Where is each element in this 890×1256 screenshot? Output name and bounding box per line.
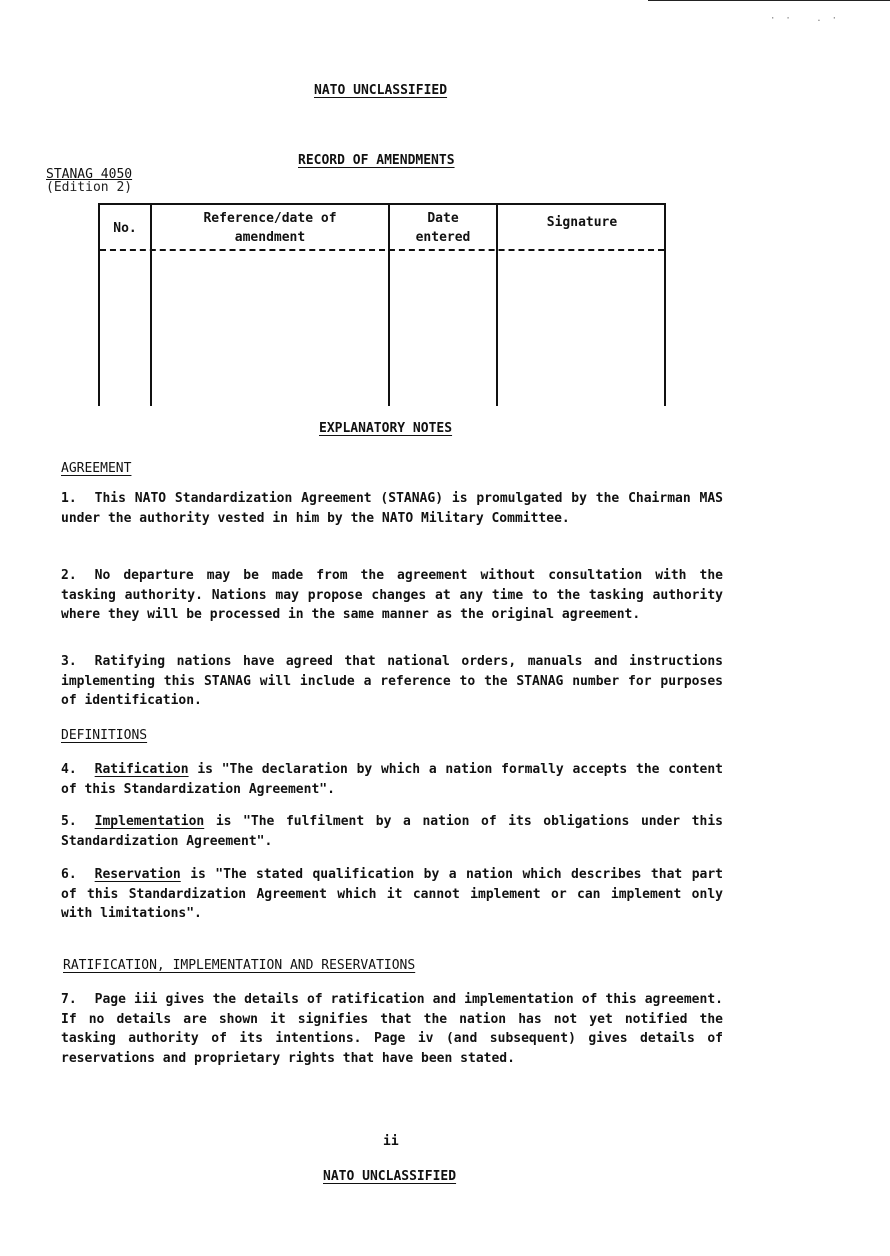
paragraph-text: is "The fulfilment by a nation of its obligations under this Standardization Agreement".: [61, 814, 723, 849]
classification-top: NATO UNCLASSIFIED: [314, 83, 448, 98]
paragraph-6: [61, 865, 723, 924]
document-reference: [46, 168, 132, 194]
column-header-signature: Signature: [546, 215, 618, 230]
paragraph-number: 4.: [61, 762, 77, 777]
paragraph-number: 2.: [61, 568, 77, 583]
explanatory-notes-title: EXPLANATORY NOTES: [319, 421, 453, 436]
paragraph-number: 1.: [61, 491, 77, 506]
paragraph-text: Page iii gives the details of ratification and implementation of this agreement. If no details are shown it signifies that the nation has not yet notified the tasking authority of its intentions. Page iv (and subsequent) gives details of reservations and proprietary rights that have been stated.: [61, 992, 723, 1066]
scan-page-edge: [648, 0, 890, 1]
section-heading-agreement: AGREEMENT: [61, 461, 132, 476]
paragraph-number: 3.: [61, 654, 77, 669]
column-divider: [496, 205, 498, 406]
paragraph-4: [61, 760, 723, 799]
stanag-number: STANAG 4050: [46, 167, 133, 182]
page-number: ii: [383, 1134, 399, 1149]
paragraph-text: is "The declaration by which a nation formally accepts the content of this Standardization Agreement".: [61, 762, 723, 797]
column-divider: [150, 205, 152, 406]
section-heading-ratification: RATIFICATION, IMPLEMENTATION AND RESERVATIONS: [63, 958, 416, 973]
defined-term-implementation: Implementation: [94, 814, 205, 829]
paragraph-text: Ratifying nations have agreed that national orders, manuals and instructions implementing this STANAG will include a reference to the STANAG number for purposes of identification.: [61, 654, 723, 708]
amendments-table: [98, 203, 666, 406]
paragraph-text: No departure may be made from the agreement without consultation with the tasking authority. Nations may propose changes at any time to the tasking authority where they will be processed in the same manner as the original agreement.: [61, 568, 723, 622]
paragraph-1: [61, 489, 723, 528]
paragraph-number: 5.: [61, 814, 77, 829]
paragraph-text: is "The stated qualification by a nation which describes that part of this Standardization Agreement which it cannot implement or can implement only with limitations".: [61, 867, 723, 921]
section-heading-definitions: DEFINITIONS: [61, 728, 148, 743]
paragraph-text: This NATO Standardization Agreement (STANAG) is promulgated by the Chairman MAS under the authority vested in him by the NATO Military Committee.: [61, 491, 723, 526]
column-header-date-entered: Date entered: [415, 211, 471, 245]
header-separator: [100, 249, 664, 251]
paragraph-2: [61, 566, 723, 625]
paragraph-number: 6.: [61, 867, 77, 882]
column-header-no: No.: [113, 221, 137, 236]
paragraph-3: [61, 652, 723, 711]
paragraph-5: [61, 812, 723, 851]
record-of-amendments-title: RECORD OF AMENDMENTS: [298, 153, 455, 168]
column-header-reference: Reference/date of amendment: [203, 211, 337, 245]
edition-number: (Edition 2): [46, 180, 133, 195]
paragraph-number: 7.: [61, 992, 77, 1007]
defined-term-ratification: Ratification: [94, 762, 189, 777]
column-divider: [388, 205, 390, 406]
defined-term-reservation: Reservation: [94, 867, 181, 882]
scan-specks: ·· .·: [770, 14, 848, 24]
classification-bottom: NATO UNCLASSIFIED: [323, 1169, 457, 1184]
paragraph-7: [61, 990, 723, 1068]
